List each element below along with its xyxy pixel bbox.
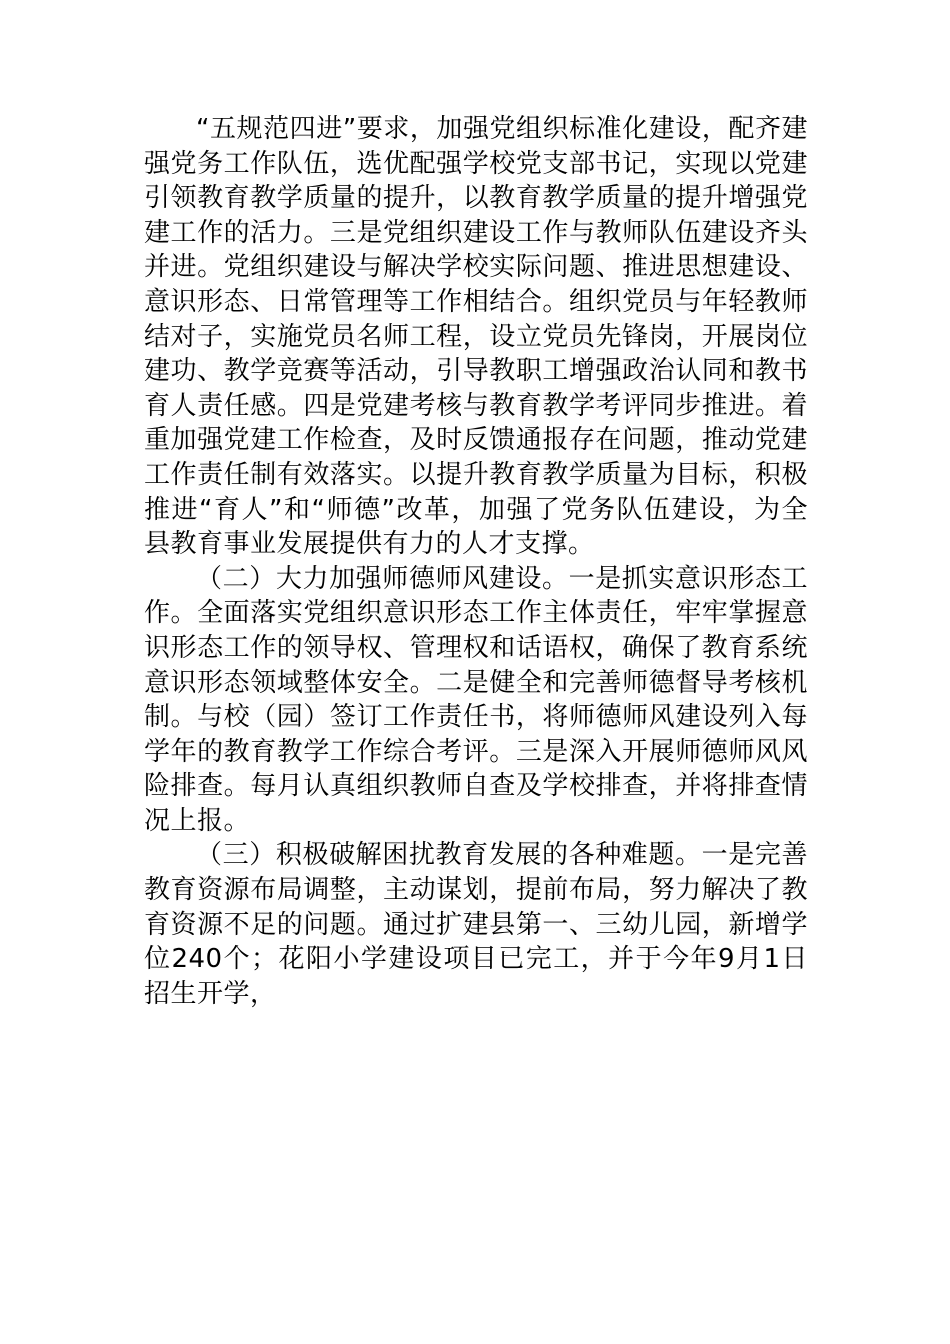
paragraph-party-building: “五规范四进”要求，加强党组织标准化建设，配齐建强党务工作队伍，选优配强学校党支部书记，实现以党建引领教育教学质量的提升，以教育教学质量的提升增强党建工作的活力。三是党组织建设工作与教师队伍建设齐头并进。党组织建设与解决学校实际问题、推进思想建设、意识形态、日常管理等工作相结合。组织党员与年轻教师结对子，实施党员名师工程，设立党员先锋岗，开展岗位建功、教学竞赛等活动，引导教职工增强政治认同和教书育人责任感。四是党建考核与教育教学考评同步推进。着重加强党建工作检查，及时反馈通报存在问题，推动党建工作责任制有效落实。以提升教育教学质量为目标，积极推进“育人”和“师德”改革，加强了党务队伍建设，为全县教育事业发展提供有力的人才支撑。 — [144, 114, 808, 560]
document-body — [144, 112, 808, 1011]
paragraph-teacher-ethics: （二）大力加强师德师风建设。一是抓实意识形态工作。全面落实党组织意识形态工作主体责任，牢牢掌握意识形态工作的领导权、管理权和话语权，确保了教育系统意识形态领域整体安全。二是健全和完善师德督导考核机制。与校（园）签订工作责任书，将师德师风建设列入每学年的教育教学工作综合考评。三是深入开展师德师风风险排查。每月认真组织教师自查及学校排查，并将排查情况上报。 — [144, 563, 808, 836]
paragraph-education-challenges: （三）积极破解困扰教育发展的各种难题。一是完善教育资源布局调整，主动谋划，提前布局，努力解决了教育资源不足的问题。通过扩建县第一、三幼儿园，新增学位240个；花阳小学建设项目已完工，并于今年9月1日招生开学， — [144, 840, 808, 1009]
